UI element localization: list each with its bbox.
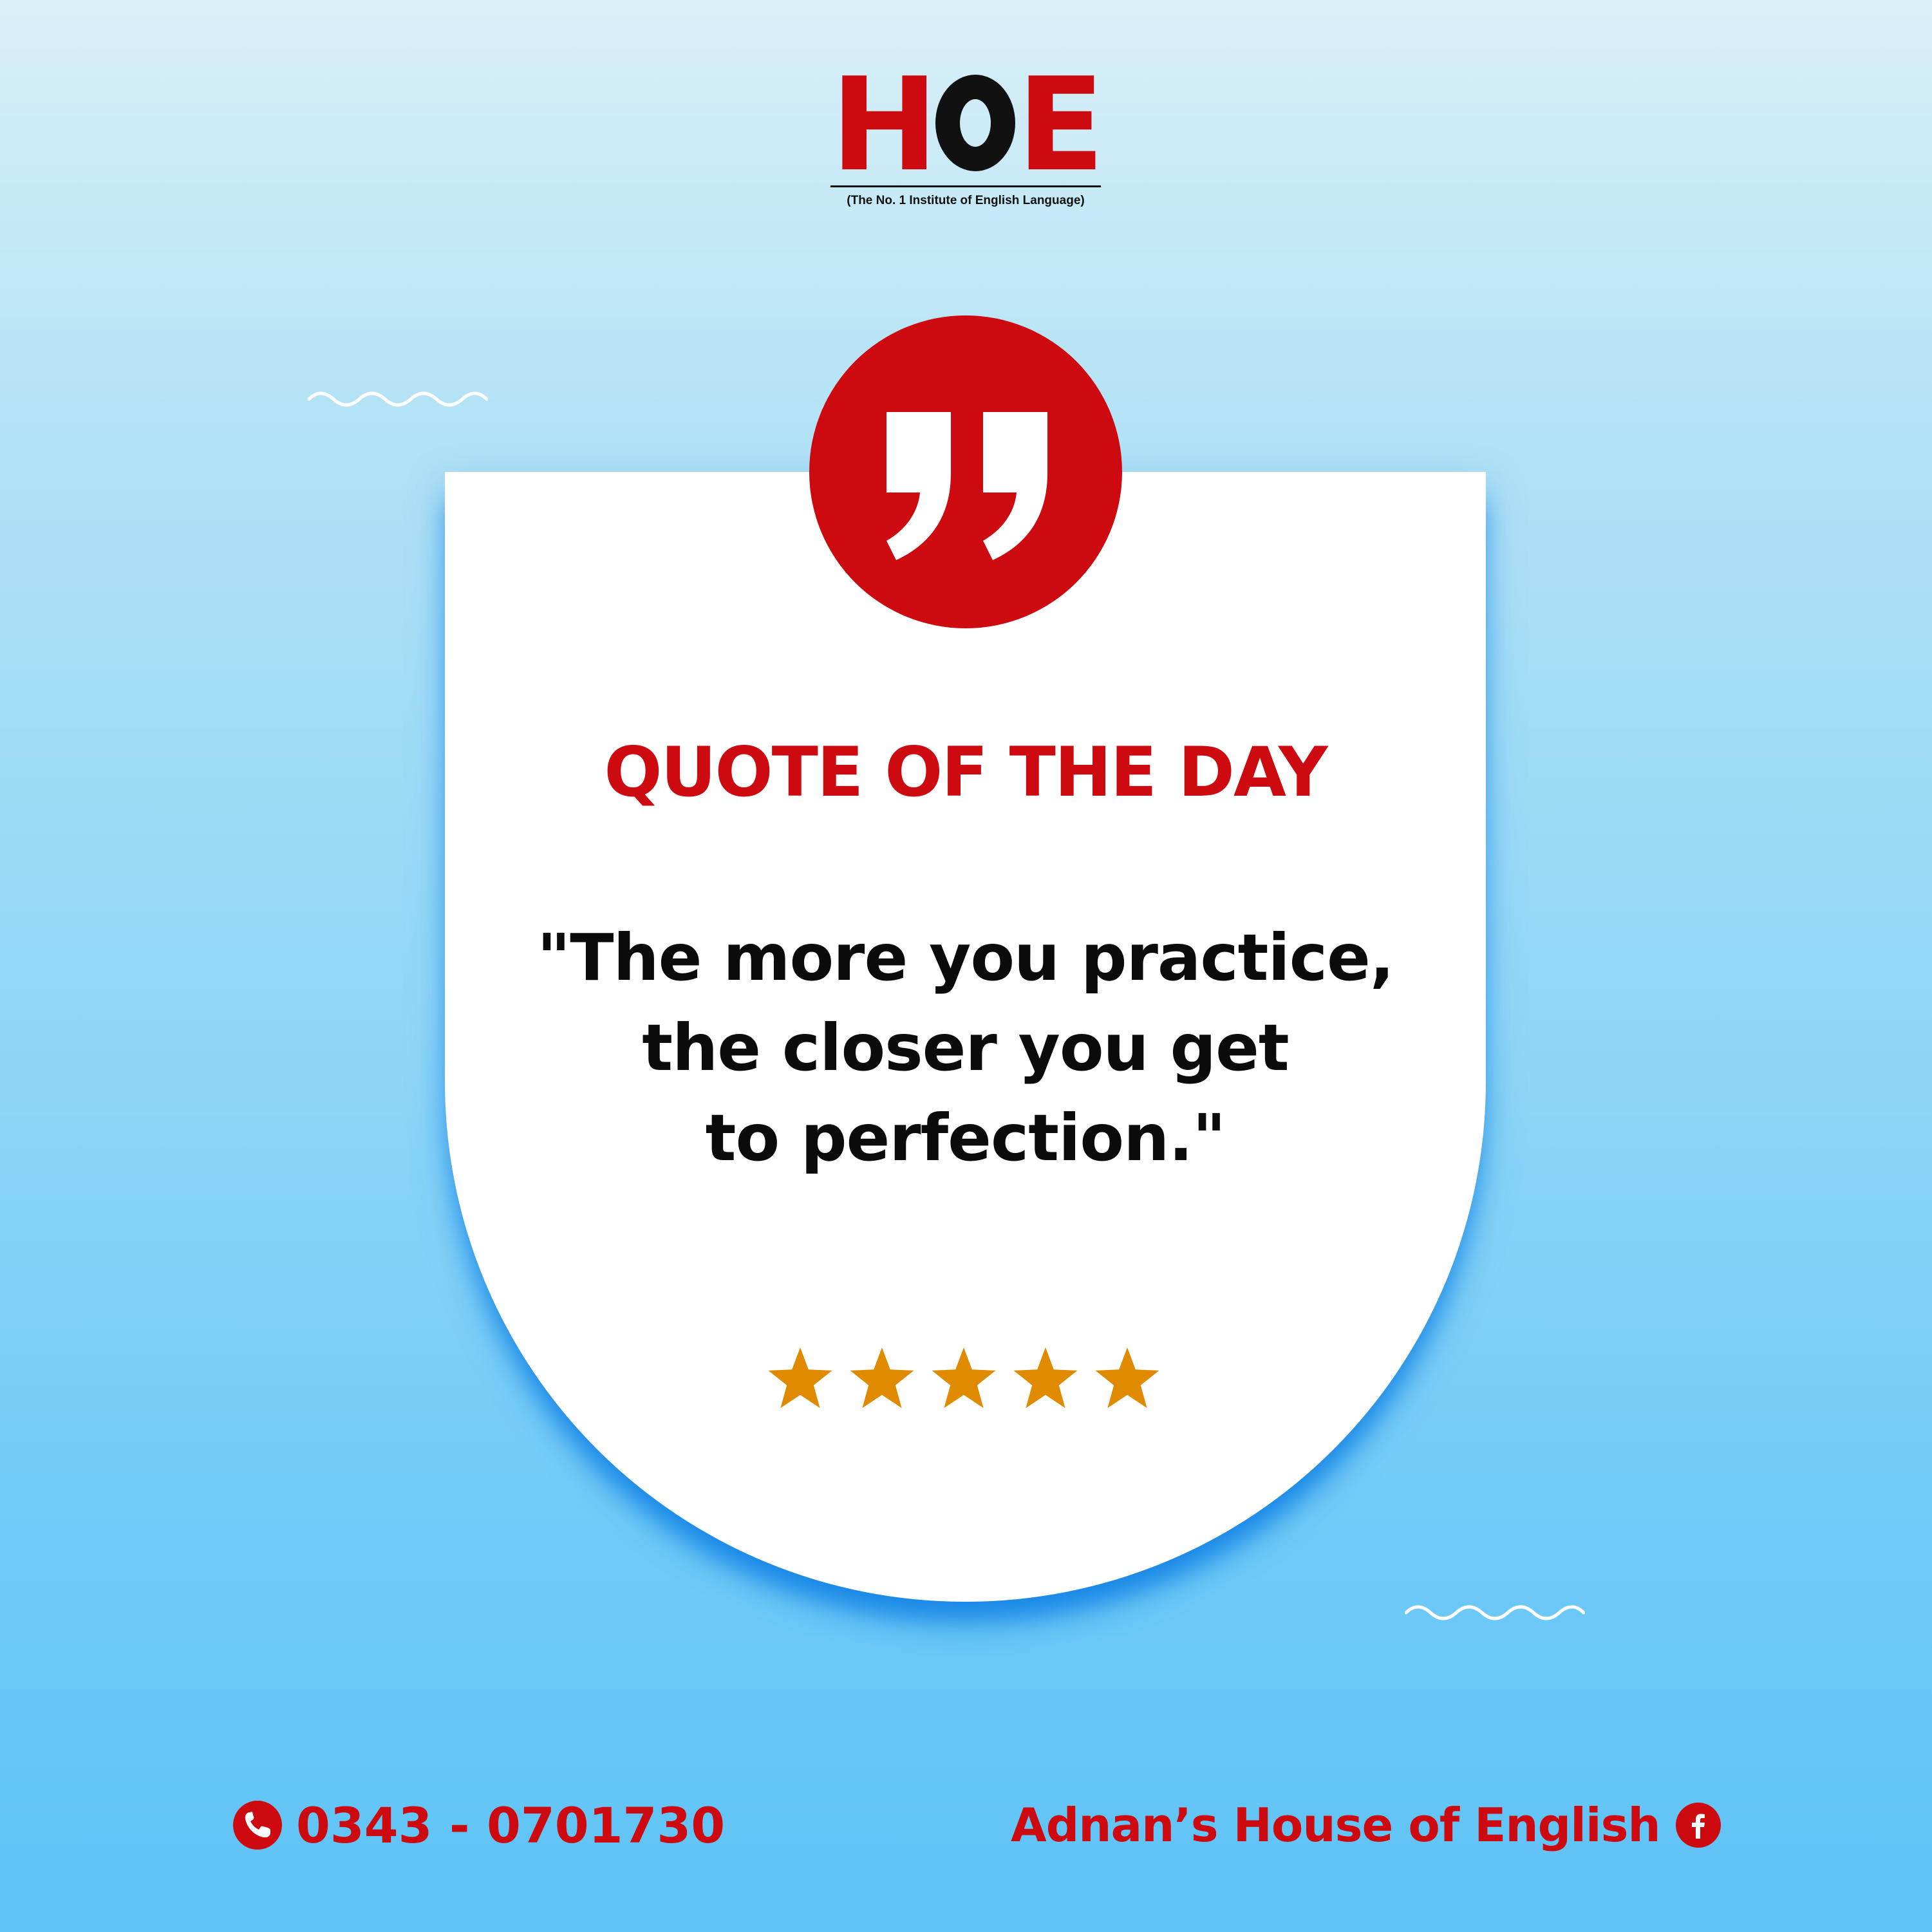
quote-badge (809, 315, 1122, 628)
star-rating (763, 1346, 1168, 1416)
brand-name: Adnan’s House of English (1011, 1798, 1660, 1852)
wave-decoration-right (1405, 1600, 1585, 1626)
quote-line: to perfection." (705, 1100, 1226, 1176)
quote-line: the closer you get (642, 1010, 1289, 1085)
star-icon (1014, 1347, 1078, 1408)
facebook-icon[interactable] (1676, 1803, 1721, 1848)
logo-letter-h: H (830, 50, 935, 200)
logo-ring (935, 75, 1015, 171)
wave-decoration-left (308, 386, 488, 412)
quote-line: "The more you practice, (537, 920, 1394, 995)
quote-text (445, 913, 1486, 1183)
phone-icon (233, 1801, 282, 1850)
closing-quote-icon (880, 412, 1054, 560)
footer-phone[interactable] (233, 1796, 725, 1854)
hoe-logo (830, 50, 1101, 212)
quote-of-the-day-heading: QUOTE OF THE DAY (604, 733, 1327, 812)
logo-wordmark (830, 50, 1101, 200)
phone-number: 0343 - 0701730 (296, 1796, 726, 1854)
star-icon (769, 1347, 832, 1408)
star-icon (932, 1347, 996, 1408)
footer-brand[interactable] (1011, 1796, 1721, 1854)
logo-tagline: (The No. 1 Institute of English Language) (830, 185, 1101, 208)
logo-letter-e: E (1017, 50, 1101, 200)
star-icon (1096, 1347, 1159, 1408)
star-icon (850, 1347, 914, 1408)
